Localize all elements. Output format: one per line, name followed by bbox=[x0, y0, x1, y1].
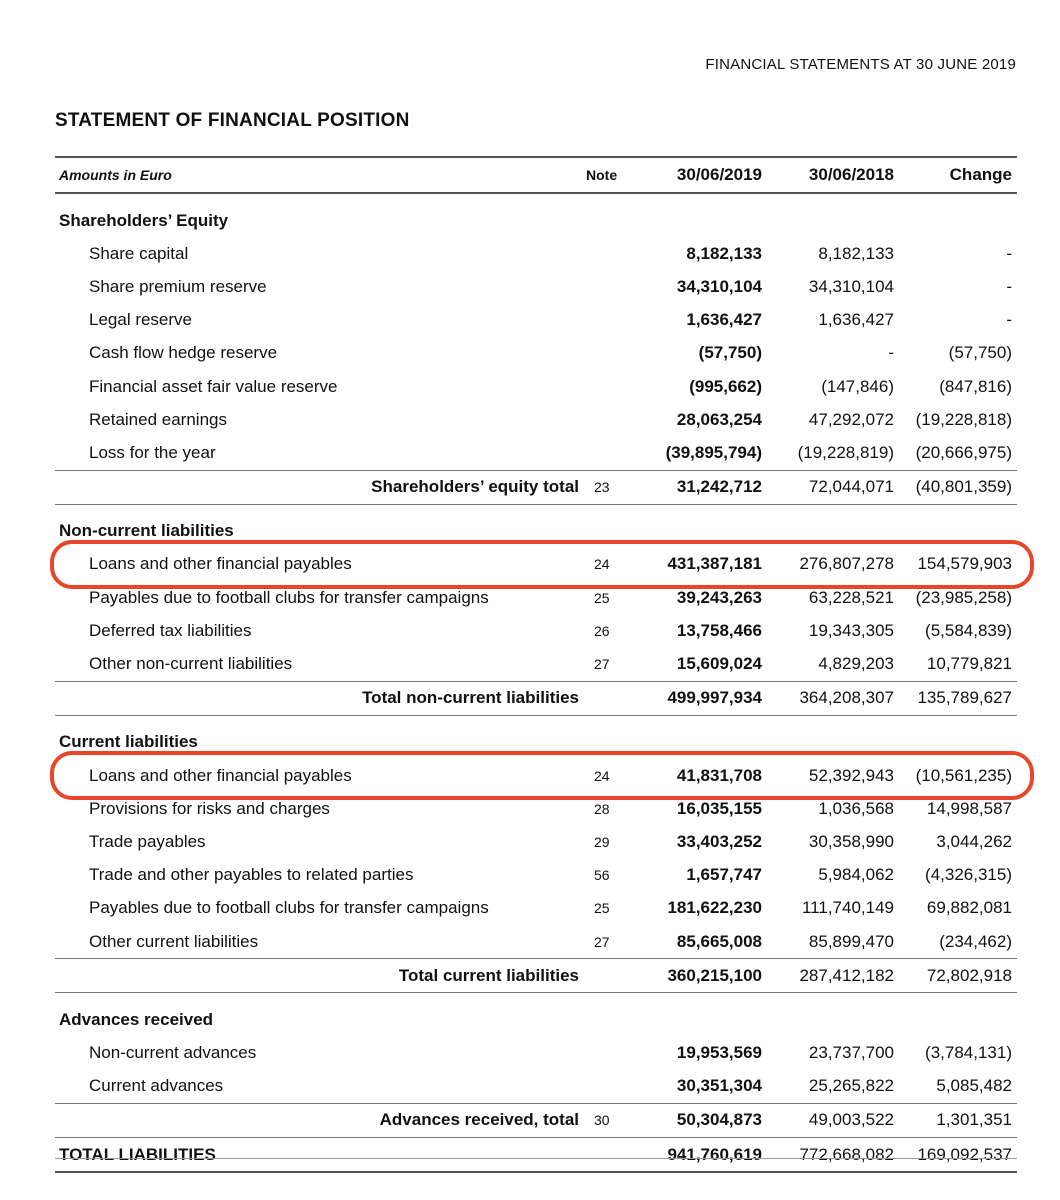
value-change: (234,462) bbox=[939, 931, 1012, 951]
value-change: - bbox=[1006, 276, 1012, 296]
value-change: (5,584,839) bbox=[925, 620, 1012, 640]
value-2018: 23,737,700 bbox=[808, 1043, 894, 1063]
value-2018: 364,208,307 bbox=[799, 688, 894, 708]
table-row bbox=[55, 925, 1017, 958]
row-label: Other non-current liabilities bbox=[89, 654, 293, 674]
grand-total-label: TOTAL LIABILITIES bbox=[59, 1144, 216, 1164]
value-2018: 63,228,521 bbox=[808, 587, 894, 607]
table-row bbox=[55, 581, 1017, 614]
value-2018: 49,003,522 bbox=[808, 1110, 894, 1130]
row-label: Share capital bbox=[89, 243, 189, 263]
value-2019: 941,760,619 bbox=[667, 1144, 762, 1164]
note-ref: 30 bbox=[594, 1112, 610, 1129]
section-current bbox=[55, 726, 1017, 759]
note-ref: 24 bbox=[594, 556, 610, 573]
row-label: Non-current advances bbox=[89, 1043, 257, 1063]
value-2019: 28,063,254 bbox=[676, 409, 762, 429]
value-change: (4,326,315) bbox=[925, 865, 1012, 885]
row-label: Financial asset fair value reserve bbox=[89, 376, 338, 396]
value-2018: 52,392,943 bbox=[808, 765, 894, 785]
table-row bbox=[55, 337, 1017, 370]
value-2018: 5,984,062 bbox=[818, 865, 894, 885]
value-2019: 499,997,934 bbox=[667, 688, 762, 708]
table-row bbox=[55, 304, 1017, 337]
note-column-header: Note bbox=[586, 167, 618, 183]
note-ref: 25 bbox=[594, 589, 610, 606]
value-2018: - bbox=[888, 343, 894, 363]
table-row bbox=[55, 647, 1017, 680]
table-row bbox=[55, 859, 1017, 892]
value-2018: 4,829,203 bbox=[818, 654, 894, 674]
value-2019: 431,387,181 bbox=[667, 554, 762, 574]
value-2018: (147,846) bbox=[821, 376, 894, 396]
value-change: 10,779,821 bbox=[926, 654, 1012, 674]
section-noncurrent bbox=[55, 515, 1017, 548]
value-change: 154,579,903 bbox=[917, 554, 1012, 574]
row-label: Trade payables bbox=[89, 831, 206, 851]
value-change: (40,801,359) bbox=[915, 477, 1012, 497]
section-title: Current liabilities bbox=[59, 732, 198, 752]
table-row bbox=[55, 436, 1017, 469]
table-row bbox=[55, 370, 1017, 403]
table-row bbox=[55, 1037, 1017, 1070]
value-2019: 13,758,466 bbox=[676, 620, 762, 640]
row-label: Deferred tax liabilities bbox=[89, 620, 252, 640]
col-2018-header: 30/06/2018 bbox=[808, 165, 894, 184]
value-2019: 1,657,747 bbox=[686, 865, 762, 885]
total-liabilities-row bbox=[55, 1138, 1017, 1173]
value-change: - bbox=[1006, 243, 1012, 263]
value-change: (3,784,131) bbox=[925, 1043, 1012, 1063]
value-2018: 772,668,082 bbox=[799, 1144, 894, 1164]
value-change: (10,561,235) bbox=[915, 765, 1012, 785]
value-2018: 1,036,568 bbox=[818, 798, 894, 818]
value-2018: 111,740,149 bbox=[801, 898, 894, 918]
row-label: Other current liabilities bbox=[89, 931, 259, 951]
value-2019: 181,622,230 bbox=[667, 898, 762, 918]
value-2018: 276,807,278 bbox=[799, 554, 894, 574]
value-change: 135,789,627 bbox=[917, 688, 1012, 708]
note-ref: 29 bbox=[594, 833, 610, 850]
note-ref: 27 bbox=[594, 933, 610, 950]
value-2019: 50,304,873 bbox=[676, 1110, 762, 1130]
total-label: Shareholders’ equity total bbox=[371, 477, 579, 497]
value-change: (847,816) bbox=[939, 376, 1012, 396]
value-2018: 47,292,072 bbox=[808, 409, 894, 429]
current-total-row bbox=[55, 958, 1017, 993]
value-2019: 41,831,708 bbox=[676, 765, 762, 785]
value-change: 5,085,482 bbox=[936, 1076, 1012, 1096]
table-row bbox=[55, 892, 1017, 925]
value-change: 3,044,262 bbox=[936, 831, 1012, 851]
total-label: Total current liabilities bbox=[398, 965, 579, 985]
value-2019: (995,662) bbox=[689, 376, 762, 396]
value-change: (23,985,258) bbox=[915, 587, 1012, 607]
amounts-unit-header: Amounts in Euro bbox=[59, 167, 172, 183]
advances-total-row bbox=[55, 1103, 1017, 1138]
value-2019: 1,636,427 bbox=[686, 310, 762, 330]
value-2019: 30,351,304 bbox=[676, 1076, 762, 1096]
value-2019: 360,215,100 bbox=[667, 965, 762, 985]
section-title: Advances received bbox=[59, 1009, 214, 1029]
note-ref: 24 bbox=[594, 767, 610, 784]
value-change: - bbox=[1006, 310, 1012, 330]
total-label: Advances received, total bbox=[379, 1110, 579, 1130]
table-header bbox=[55, 156, 1017, 194]
row-label: Loans and other financial payables bbox=[89, 554, 352, 574]
row-label: Payables due to football clubs for transfer campaigns bbox=[89, 898, 489, 918]
row-label: Current advances bbox=[89, 1076, 224, 1096]
note-ref: 25 bbox=[594, 900, 610, 917]
value-change: (19,228,818) bbox=[915, 409, 1012, 429]
value-2019: 16,035,155 bbox=[676, 798, 762, 818]
value-2018: 30,358,990 bbox=[808, 831, 894, 851]
value-change: (57,750) bbox=[948, 343, 1012, 363]
table-row bbox=[55, 270, 1017, 303]
table-row bbox=[55, 1070, 1017, 1103]
row-label: Legal reserve bbox=[89, 310, 193, 330]
value-2018: 19,343,305 bbox=[808, 620, 894, 640]
value-2019: 31,242,712 bbox=[676, 477, 762, 497]
note-ref: 27 bbox=[594, 656, 610, 673]
value-2018: (19,228,819) bbox=[797, 442, 894, 462]
value-2018: 8,182,133 bbox=[818, 243, 894, 263]
row-label: Loans and other financial payables bbox=[89, 765, 352, 785]
total-label: Total non-current liabilities bbox=[362, 688, 579, 708]
table-row bbox=[55, 825, 1017, 858]
value-2019: (57,750) bbox=[698, 343, 762, 363]
note-ref: 23 bbox=[594, 479, 610, 496]
note-ref: 26 bbox=[594, 622, 610, 639]
row-label: Cash flow hedge reserve bbox=[89, 343, 278, 363]
section-title: Shareholders’ Equity bbox=[59, 210, 229, 230]
value-2018: 25,265,822 bbox=[808, 1076, 894, 1096]
page-title: STATEMENT OF FINANCIAL POSITION bbox=[55, 110, 410, 131]
value-2018: 287,412,182 bbox=[799, 965, 894, 985]
value-change: 72,802,918 bbox=[926, 965, 1012, 985]
table-row bbox=[55, 759, 1017, 792]
note-ref: 28 bbox=[594, 800, 610, 817]
table-row bbox=[55, 792, 1017, 825]
section-title: Non-current liabilities bbox=[59, 521, 234, 541]
value-change: (20,666,975) bbox=[915, 442, 1012, 462]
financial-position-table bbox=[55, 156, 1017, 1173]
note-ref: 56 bbox=[594, 867, 610, 884]
value-2019: 39,243,263 bbox=[676, 587, 762, 607]
value-2019: 34,310,104 bbox=[676, 276, 762, 296]
row-label: Trade and other payables to related parties bbox=[89, 865, 414, 885]
value-2018: 72,044,071 bbox=[808, 477, 894, 497]
row-label: Share premium reserve bbox=[89, 276, 267, 296]
value-2018: 1,636,427 bbox=[818, 310, 894, 330]
value-2019: (39,895,794) bbox=[665, 442, 762, 462]
table-row bbox=[55, 237, 1017, 270]
row-label: Provisions for risks and charges bbox=[89, 798, 330, 818]
row-label: Payables due to football clubs for transfer campaigns bbox=[89, 587, 489, 607]
value-2018: 85,899,470 bbox=[808, 931, 894, 951]
value-change: 169,092,537 bbox=[917, 1144, 1012, 1164]
row-label: Retained earnings bbox=[89, 409, 227, 429]
value-2018: 34,310,104 bbox=[808, 276, 894, 296]
equity-total-row bbox=[55, 470, 1017, 505]
table-row bbox=[55, 403, 1017, 436]
bottom-divider bbox=[55, 1158, 1017, 1159]
section-equity bbox=[55, 204, 1017, 237]
value-2019: 15,609,024 bbox=[676, 654, 762, 674]
value-2019: 19,953,569 bbox=[676, 1043, 762, 1063]
col-2019-header: 30/06/2019 bbox=[676, 165, 762, 184]
row-label: Loss for the year bbox=[89, 442, 216, 462]
table-row bbox=[55, 614, 1017, 647]
value-change: 1,301,351 bbox=[936, 1110, 1012, 1130]
value-2019: 85,665,008 bbox=[676, 931, 762, 951]
change-column-header: Change bbox=[949, 165, 1012, 184]
value-change: 69,882,081 bbox=[926, 898, 1012, 918]
section-advances bbox=[55, 1003, 1017, 1036]
value-change: 14,998,587 bbox=[926, 798, 1012, 818]
value-2019: 33,403,252 bbox=[676, 831, 762, 851]
table-row bbox=[55, 548, 1017, 581]
statement-date-header: FINANCIAL STATEMENTS AT 30 JUNE 2019 bbox=[705, 56, 1016, 73]
value-2019: 8,182,133 bbox=[686, 243, 762, 263]
noncurrent-total-row bbox=[55, 681, 1017, 716]
